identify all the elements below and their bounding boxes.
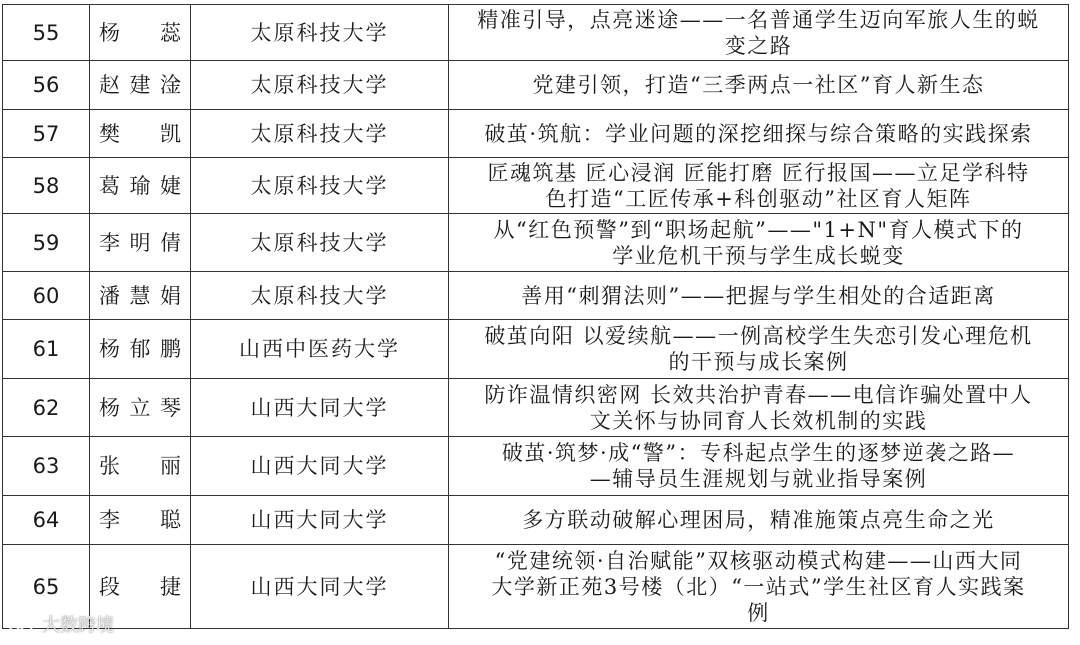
person-name: 潘慧娟	[99, 283, 181, 308]
case-title-line: “党建统领·自治赋能”双核驱动模式构建——山西大同	[494, 548, 1023, 573]
case-title-line: 防诈温情织密网 长效共治护青春——电信诈骗处置中人	[484, 382, 1033, 407]
school-name: 太原科技大学	[250, 73, 389, 97]
case-list-table	[2, 4, 1069, 629]
table-row	[3, 437, 1069, 496]
school-name: 太原科技大学	[250, 20, 389, 45]
person-name: 李聪	[99, 508, 181, 532]
case-title-line: 精准引导，点亮迷途——一名普通学生迈向军旅人生的蜕	[477, 7, 1040, 32]
person-name-cell	[90, 61, 191, 110]
case-title-line: 党建引领，打造“三季两点一社区”育人新生态	[532, 73, 985, 97]
person-name-cell	[90, 496, 191, 545]
school-name: 山西中医药大学	[239, 337, 400, 361]
person-name-cell	[90, 272, 191, 320]
case-title-cell	[449, 61, 1069, 110]
person-name: 葛瑜婕	[99, 173, 181, 198]
school-name: 山西大同大学	[250, 574, 389, 599]
case-title-cell	[449, 272, 1069, 320]
school-cell	[191, 379, 449, 437]
person-name-cell	[90, 214, 191, 272]
case-title-line: 破茧·筑航：学业问题的深挖细探与综合策略的实践探索	[484, 121, 1033, 146]
school-cell	[191, 158, 449, 214]
person-name-cell	[90, 320, 191, 379]
person-name: 樊凯	[99, 121, 181, 146]
person-name-cell	[90, 379, 191, 437]
row-number: 57	[3, 110, 90, 158]
person-name: 段捷	[99, 574, 181, 599]
person-name-cell	[90, 158, 191, 214]
case-title-cell	[449, 496, 1069, 545]
school-name: 太原科技大学	[250, 121, 389, 146]
table-row	[3, 496, 1069, 545]
case-title-line: 例	[747, 600, 770, 625]
case-title-cell	[449, 379, 1069, 437]
school-cell	[191, 496, 449, 545]
table-row	[3, 214, 1069, 272]
table-row	[3, 379, 1069, 437]
table-row	[3, 5, 1069, 61]
person-name: 杨郁鹏	[99, 337, 181, 361]
case-title-line: 破茧向阳 以爱续航——一例高校学生失恋引发心理危机	[484, 324, 1033, 348]
case-title-cell	[449, 158, 1069, 214]
case-title-line: 从“红色预警”到“职场起航”——"1+N"育人模式下的	[493, 217, 1024, 242]
table-row	[3, 158, 1069, 214]
school-cell	[191, 61, 449, 110]
case-title-line: —辅导员生涯规划与就业指导案例	[589, 467, 928, 491]
case-title-line: 文关怀与协同育人长效机制的实践	[589, 408, 928, 433]
case-title-line: 匠魂筑基 匠心浸润 匠能打磨 匠行报国——立足学科特	[487, 160, 1030, 185]
row-number: 65	[3, 545, 90, 629]
case-title-line: 善用“刺猬法则”——把握与学生相处的合适距离	[521, 283, 996, 308]
case-title-cell	[449, 214, 1069, 272]
row-number: 63	[3, 437, 90, 496]
table-row	[3, 320, 1069, 379]
row-number: 58	[3, 158, 90, 214]
school-name: 太原科技大学	[250, 173, 389, 198]
school-name: 山西大同大学	[250, 454, 389, 478]
row-number: 64	[3, 496, 90, 545]
person-name-cell	[90, 5, 191, 61]
case-title-cell	[449, 545, 1069, 629]
person-name-cell	[90, 437, 191, 496]
row-number: 60	[3, 272, 90, 320]
case-title-line: 的干预与成长案例	[668, 350, 849, 374]
person-name: 赵建淦	[99, 73, 181, 97]
table-row	[3, 545, 1069, 629]
case-title-line: 破茧·筑梦·成“警”：专科起点学生的逐梦逆袭之路—	[501, 441, 1016, 465]
school-name: 山西大同大学	[250, 395, 389, 420]
school-name: 太原科技大学	[250, 230, 389, 255]
row-number: 59	[3, 214, 90, 272]
table-row	[3, 272, 1069, 320]
case-title-cell	[449, 5, 1069, 61]
case-title-cell	[449, 437, 1069, 496]
person-name: 杨蕊	[99, 20, 181, 45]
watermark	[8, 611, 114, 637]
school-cell	[191, 272, 449, 320]
school-cell	[191, 5, 449, 61]
case-title-line: 学业危机干预与学生成长蜕变	[612, 243, 905, 268]
table-row	[3, 61, 1069, 110]
school-name: 山西大同大学	[250, 508, 389, 532]
school-cell	[191, 110, 449, 158]
person-name-cell	[90, 110, 191, 158]
case-title-cell	[449, 110, 1069, 158]
school-cell	[191, 214, 449, 272]
row-number: 61	[3, 320, 90, 379]
row-number: 55	[3, 5, 90, 61]
school-name: 太原科技大学	[250, 283, 389, 308]
person-name: 李明倩	[99, 230, 181, 255]
case-title-cell	[449, 320, 1069, 379]
case-title-line: 色打造“工匠传承+科创驱动”社区育人矩阵	[545, 186, 972, 211]
case-title-line: 变之路	[724, 33, 793, 58]
row-number: 56	[3, 61, 90, 110]
school-cell	[191, 320, 449, 379]
weibo-icon	[8, 613, 38, 635]
school-cell	[191, 437, 449, 496]
school-cell	[191, 545, 449, 629]
case-title-line: 多方联动破解心理困局，精准施策点亮生命之光	[522, 508, 995, 532]
person-name: 张丽	[99, 454, 181, 478]
row-number: 62	[3, 379, 90, 437]
person-name: 杨立琴	[99, 395, 181, 420]
case-title-line: 大学新正苑3号楼（北）“一站式”学生社区育人实践案	[491, 574, 1026, 599]
table-row	[3, 110, 1069, 158]
watermark-text: 大数跨境	[42, 615, 114, 636]
table-body	[3, 5, 1069, 629]
